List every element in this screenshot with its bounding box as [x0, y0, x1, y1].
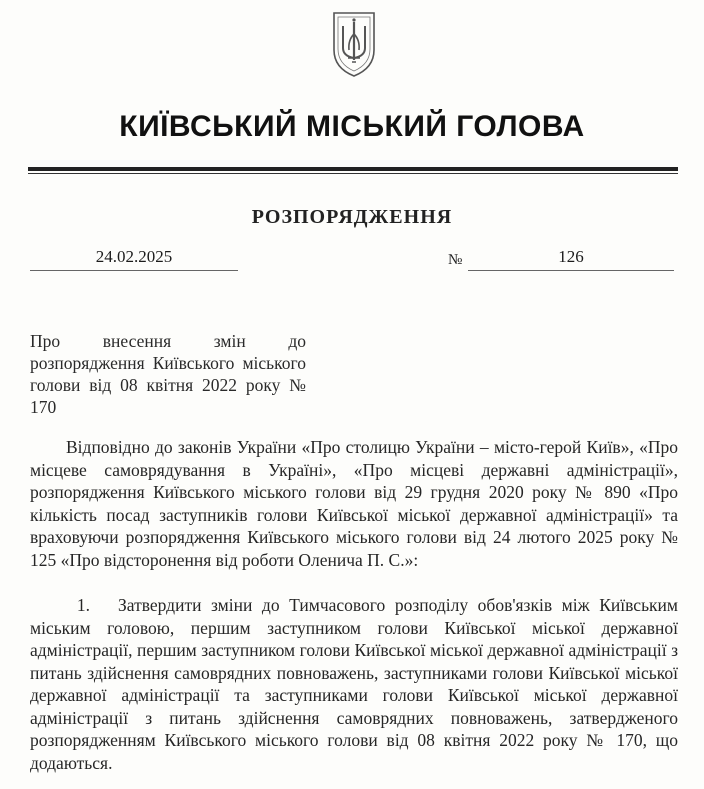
document-type-heading: РОЗПОРЯДЖЕННЯ: [251, 206, 453, 228]
list-item: [30, 594, 678, 774]
document-number: 126: [468, 246, 674, 271]
list-item-text: Затвердити зміни до Тимчасового розподілу обов'язків між Київським міським головою, першим заступником голови Київської міської державної адміністрації, першим заступником голови Київської міської державної адміністрації з питань здійснення самоврядних повноважень, заступниками голови Київської міської державної адміністрації та заступниками голови Київської міської державної адміністрації з питань здійснення самоврядних повноважень, затвердженого розпорядженням Київського міського голови від 08 квітня 2022 року № 170, що додаються.: [30, 595, 678, 773]
number-sign: №: [448, 252, 463, 268]
document-subject: Про внесення змін до розпорядження Київського міського голови від 08 квітня 2022 року № 170: [30, 331, 306, 417]
header-divider-thin: [28, 173, 678, 174]
page-title: КИЇВСЬКИЙ МІСЬКИЙ ГОЛОВА: [119, 110, 585, 143]
document-date: 24.02.2025: [30, 246, 238, 271]
trident-coat-of-arms-icon: [330, 10, 378, 78]
list-item-number: 1.: [76, 595, 90, 615]
preamble-paragraph: Відповідно до законів України «Про столицю України – місто-герой Київ», «Про місцеве самоврядування в Україні», «Про місцеві державні адміністрації», розпорядження Київського міського голови від 29 грудня 2020 року № 890 «Про кількість посад заступників голови Київської міської державної адміністрації» та враховуючи розпорядження Київського міського голови від 24 лютого 2025 року № 125 «Про відсторонення від роботи Оленича П. С.»:: [30, 437, 678, 570]
header-divider-thick: [28, 167, 678, 171]
